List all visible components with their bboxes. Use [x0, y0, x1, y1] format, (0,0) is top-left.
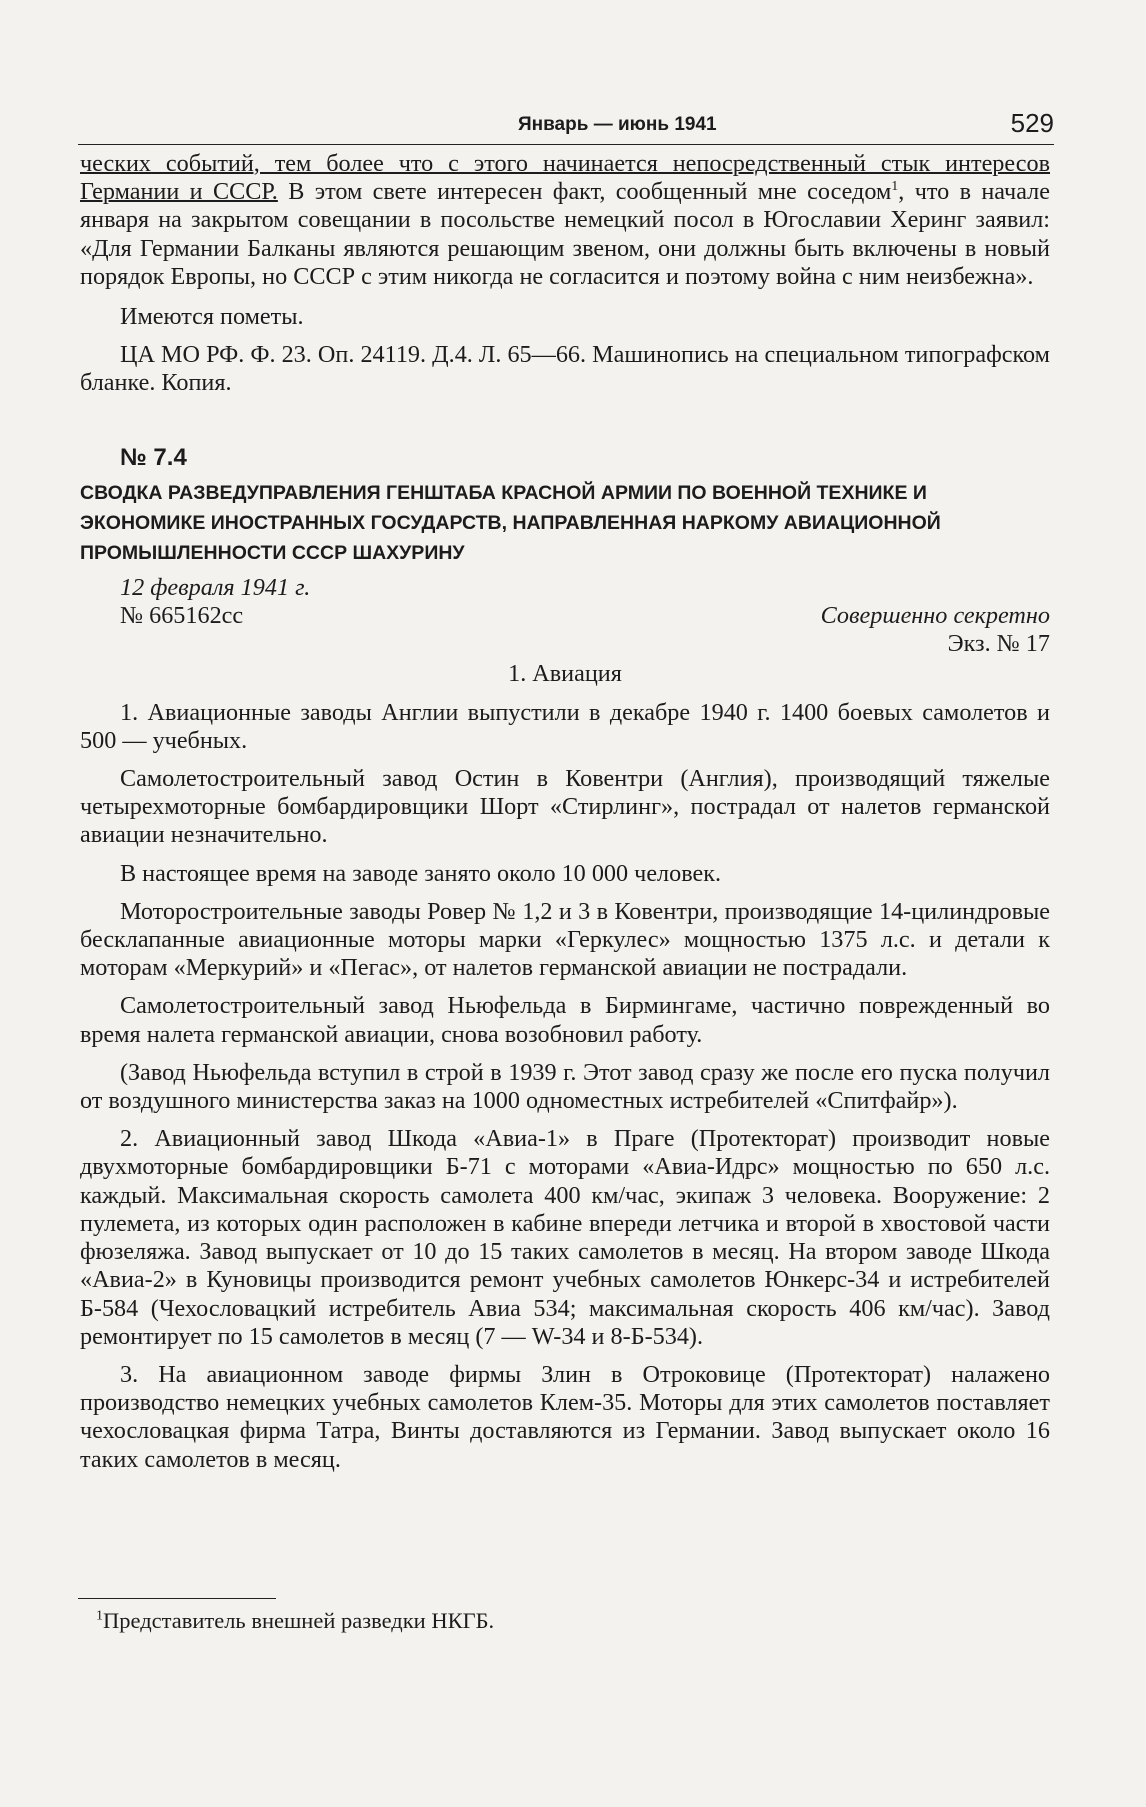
footnote-text: Представитель внешней разведки НКГБ.	[103, 1608, 495, 1633]
paragraph: Самолетостроительный завод Ньюфельда в Бирмингаме, частично поврежденный во время налета германской авиации, снова возобновил работу.	[80, 992, 1050, 1048]
document-date: 12 февраля 1941 г.	[120, 573, 311, 601]
paragraph: (Завод Ньюфельда вступил в строй в 1939 г. Этот завод сразу же после его пуска получил от воздушного министерства заказ на 1000 одноместных истребителей «Спитфайр»).	[80, 1058, 1050, 1115]
continuation-paragraph	[80, 150, 1050, 291]
classification-label: Совершенно секретно	[820, 602, 1050, 630]
section-title: 1. Авиация	[508, 660, 622, 688]
copy-number: Экз. № 17	[947, 630, 1050, 658]
paragraph: 2. Авиационный завод Шкода «Авиа-1» в Праге (Протекторат) производит новые двухмоторные бомбардировщики Б-71 с моторами «Авиа-Идрс» мощностью по 650 л.с. каждый. Максимальная скорость самолета 400 км/час, экипаж 3 человека. Вооружение: 2 пулемета, из которых один расположен в кабине впереди летчика и второй в хвостовой части фюзеляжа. Завод выпускает от 10 до 15 таких самолетов в месяц. На втором заводе Шкода «Авиа-2» в Куновицы производится ремонт учебных самолетов Юнкерс-34 и истребителей Б-584 (Чехословацкий истребитель Авиа 534; максимальная скорость 406 км/час). Завод ремонтирует по 15 самолетов в месяц (7 — W-34 и 8-Б-534).	[80, 1125, 1050, 1350]
paragraph: Моторостроительные заводы Ровер № 1,2 и 3 в Ковентри, производящие 14-цилиндровые бесклапанные авиационные моторы марки «Геркулес» мощностью 1375 л.с. и детали к моторам «Меркурий» и «Пегас», от налетов германской авиации не пострадали.	[80, 897, 1050, 982]
marks-note: Имеются пометы.	[120, 303, 304, 331]
paragraph: Самолетостроительный завод Остин в Ковентри (Англия), производящий тяжелые четырехмоторные бомбардировщики Шорт «Стирлинг», пострадал от налетов германской авиации незначительно.	[80, 765, 1050, 849]
page-number: 529	[1010, 108, 1054, 138]
paragraph: В настоящее время на заводе занято около 10 000 человек.	[120, 859, 722, 887]
paragraph: 3. На авиационном заводе фирмы Злин в Отроковице (Протекторат) налажено производство немецких учебных самолетов Клем-35. Моторы для этих самолетов поставляет чехословацкая фирма Татра, Винты доставляются из Германии. Завод выпускает около 16 таких самолетов в месяц.	[80, 1360, 1050, 1473]
continuation-text-b: , что в начале января на закрытом совещании в посольстве немецкий посол в Югославии Херинг заявил: «Для Германии Балканы являются решающим звеном, они должны быть включены в новый порядок Европы, но СССР с этим никогда не согласится и поэтому война с ним неизбежна».	[80, 178, 1050, 290]
document-title: СВОДКА РАЗВЕДУПРАВЛЕНИЯ ГЕНШТАБА КРАСНОЙ АРМИИ ПО ВОЕННОЙ ТЕХНИКЕ И ЭКОНОМИКЕ ИНОСТРАННЫХ ГОСУДАРСТВ, НАПРАВЛЕННАЯ НАРКОМУ АВИАЦИОННОЙ ПРОМЫШЛЕННОСТИ СССР ШАХУРИНУ	[80, 481, 941, 564]
page-body	[80, 150, 1050, 1484]
document-number: № 7.4	[120, 443, 187, 471]
footnote	[96, 1608, 494, 1634]
paragraph: 1. Авиационные заводы Англии выпустили в декабре 1940 г. 1400 боевых самолетов и 500 — учебных.	[80, 698, 1050, 754]
highlighted-passage: ческих событий, тем более что с этого начинается непосредственный стык интересов Германии и СССР.	[80, 150, 1050, 206]
registration-row	[80, 602, 1050, 630]
running-header	[78, 108, 1054, 145]
archive-reference: ЦА МО РФ. Ф. 23. Оп. 24119. Д.4. Л. 65—66. Машинопись на специальном типографском бланке. Копия.	[80, 341, 1050, 397]
footnote-mark: 1	[96, 1608, 103, 1624]
footnote-reference: 1	[891, 179, 899, 195]
running-title: Январь — июнь 1941	[518, 114, 717, 135]
continuation-text-a: В этом свете интересен факт, сообщенный мне соседом	[277, 178, 892, 206]
registration-number: № 665162сс	[120, 602, 244, 630]
footnote-divider	[78, 1598, 276, 1599]
